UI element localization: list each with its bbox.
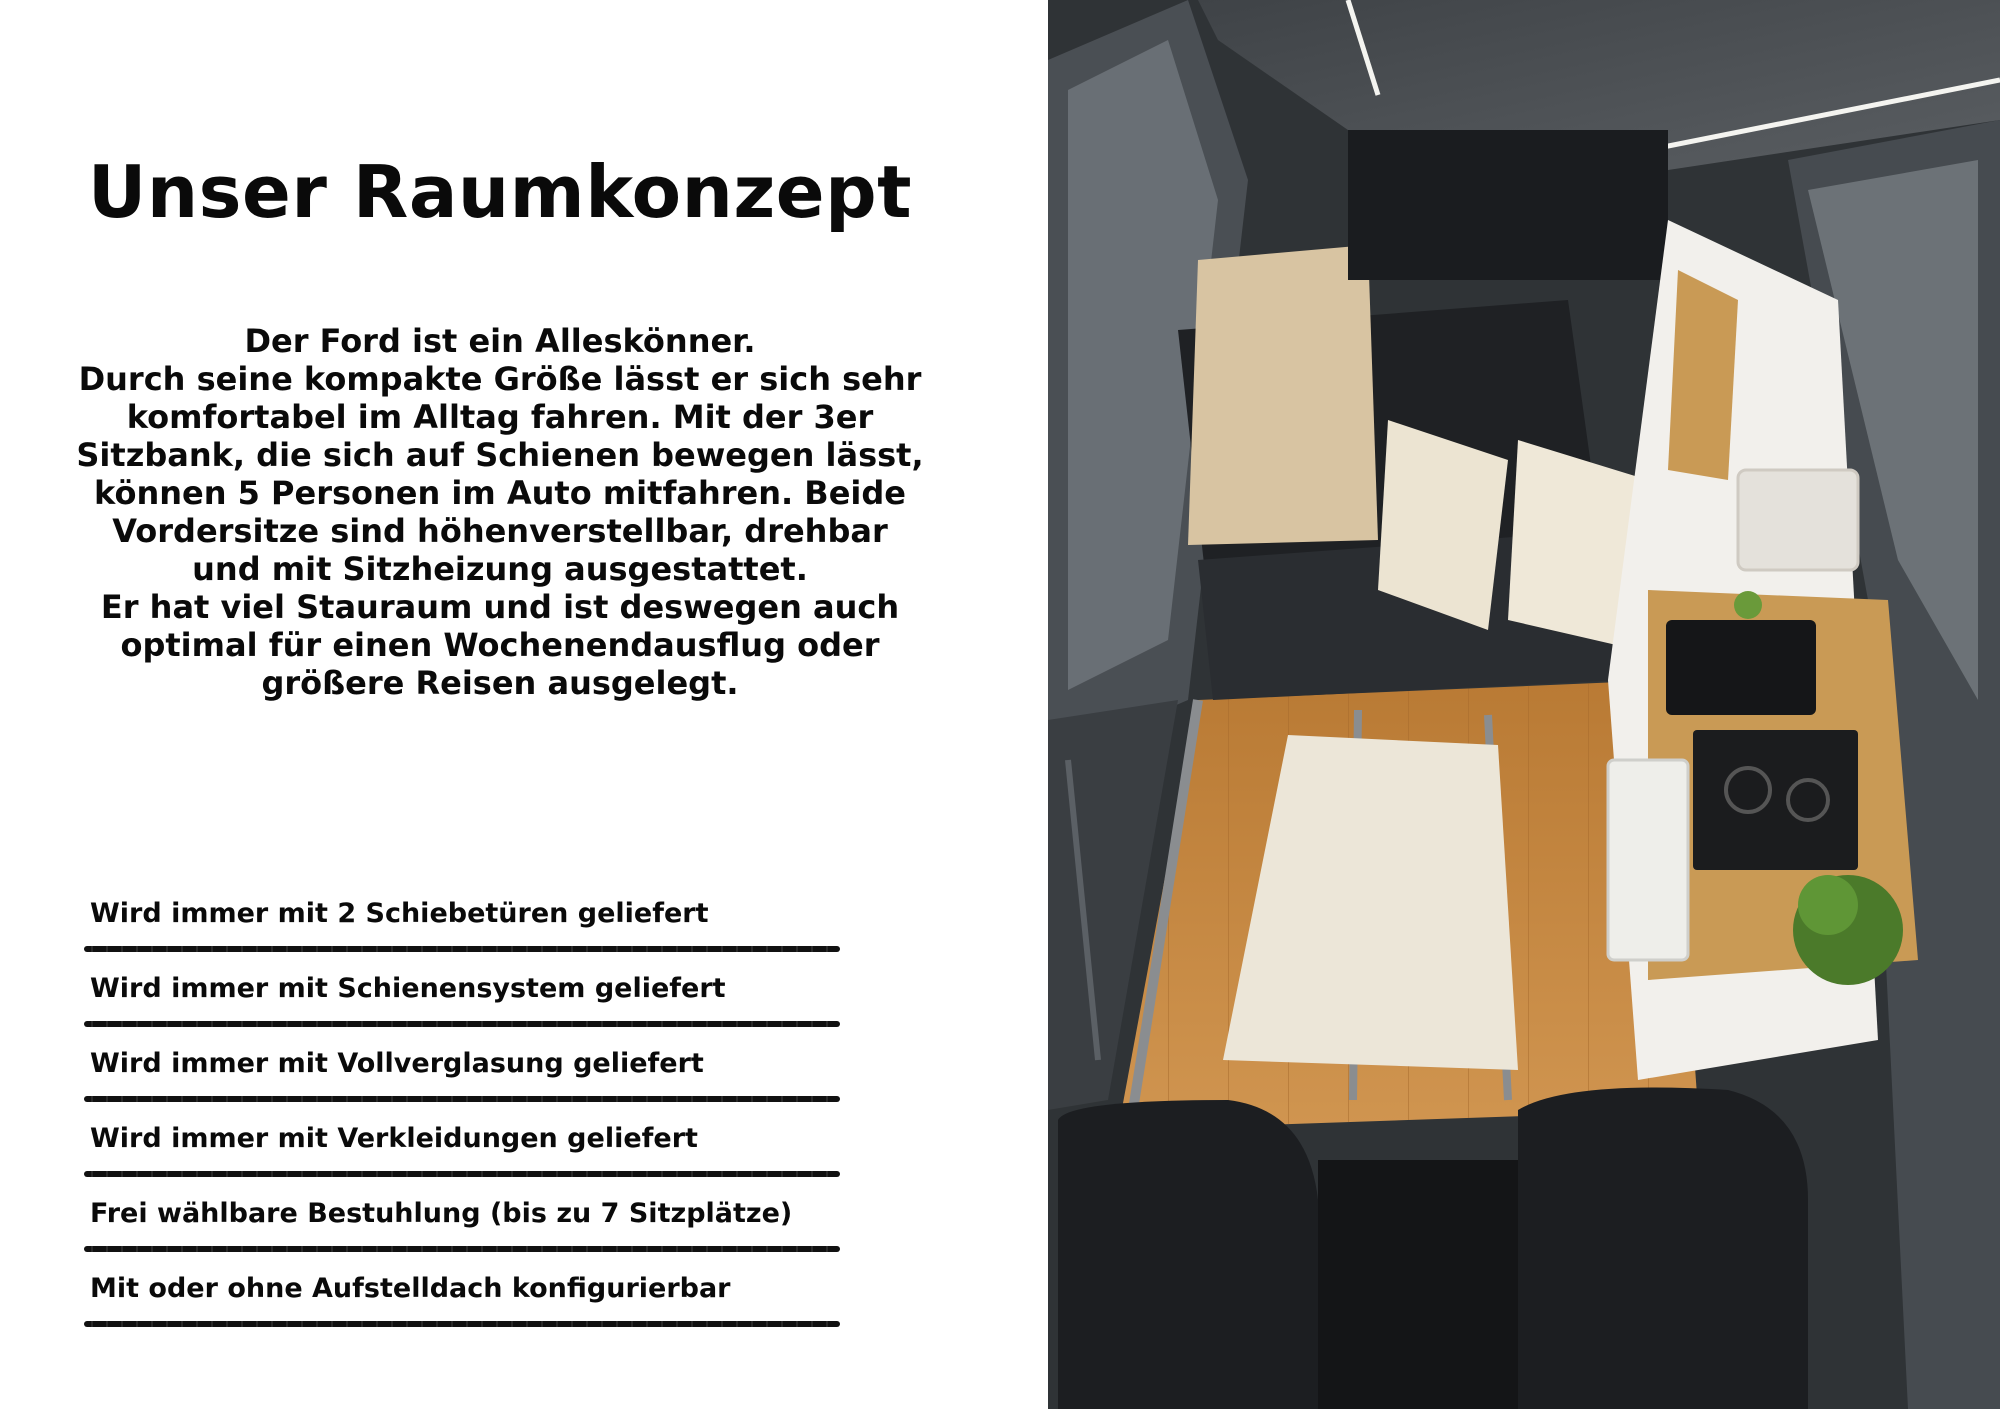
fridge (1608, 760, 1688, 960)
intro-line: Der Ford ist ein Alleskönner. (244, 322, 756, 360)
feature-item (80, 955, 840, 1030)
feature-label: Wird immer mit Verkleidungen geliefert (90, 1123, 698, 1154)
feature-item (80, 880, 840, 955)
intro-line: Er hat viel Stauraum und ist deswegen auch (100, 588, 900, 626)
feature-item (80, 1180, 840, 1255)
feature-item (80, 1105, 840, 1180)
feature-list (80, 880, 840, 1330)
front-seat-left (1058, 1100, 1318, 1409)
feature-divider (84, 1021, 840, 1027)
intro-line: komfortabel im Alltag fahren. Mit der 3er (126, 398, 874, 436)
front-seat-right (1518, 1088, 1808, 1409)
intro-line: Durch seine kompakte Größe lässt er sich sehr (78, 360, 922, 398)
intro-line: Sitzbank, die sich auf Schienen bewegen lässt, (76, 436, 924, 474)
feature-label: Wird immer mit Vollverglasung geliefert (90, 1048, 704, 1079)
feature-label: Mit oder ohne Aufstelldach konfigurierbar (90, 1273, 731, 1304)
blanket (1188, 245, 1378, 545)
intro-line: und mit Sitzheizung ausgestattet. (192, 550, 808, 588)
sink (1666, 620, 1816, 715)
gas-stove (1693, 730, 1858, 870)
feature-divider (84, 1321, 840, 1327)
van-interior-illustration (1048, 0, 2000, 1409)
feature-divider (84, 1171, 840, 1177)
intro-line: größere Reisen ausgelegt. (261, 664, 739, 702)
intro-line: optimal für einen Wochenendausflug oder (120, 626, 880, 664)
feature-divider (84, 1096, 840, 1102)
feature-label: Wird immer mit 2 Schiebetüren geliefert (90, 898, 709, 929)
feature-item (80, 1255, 840, 1330)
page-title: Unser Raumkonzept (87, 150, 913, 234)
intro-text (60, 322, 940, 702)
intro-line: Vordersitze sind höhenverstellbar, drehbar (112, 512, 888, 550)
van-interior-photo (1048, 0, 2000, 1409)
feature-item (80, 1030, 840, 1105)
feature-divider (84, 1246, 840, 1252)
intro-line: können 5 Personen im Auto mitfahren. Beide (94, 474, 906, 512)
feature-divider (84, 946, 840, 952)
feature-label: Wird immer mit Schienensystem geliefert (90, 973, 726, 1004)
feature-label: Frei wählbare Bestuhlung (bis zu 7 Sitzplätze) (90, 1198, 793, 1229)
